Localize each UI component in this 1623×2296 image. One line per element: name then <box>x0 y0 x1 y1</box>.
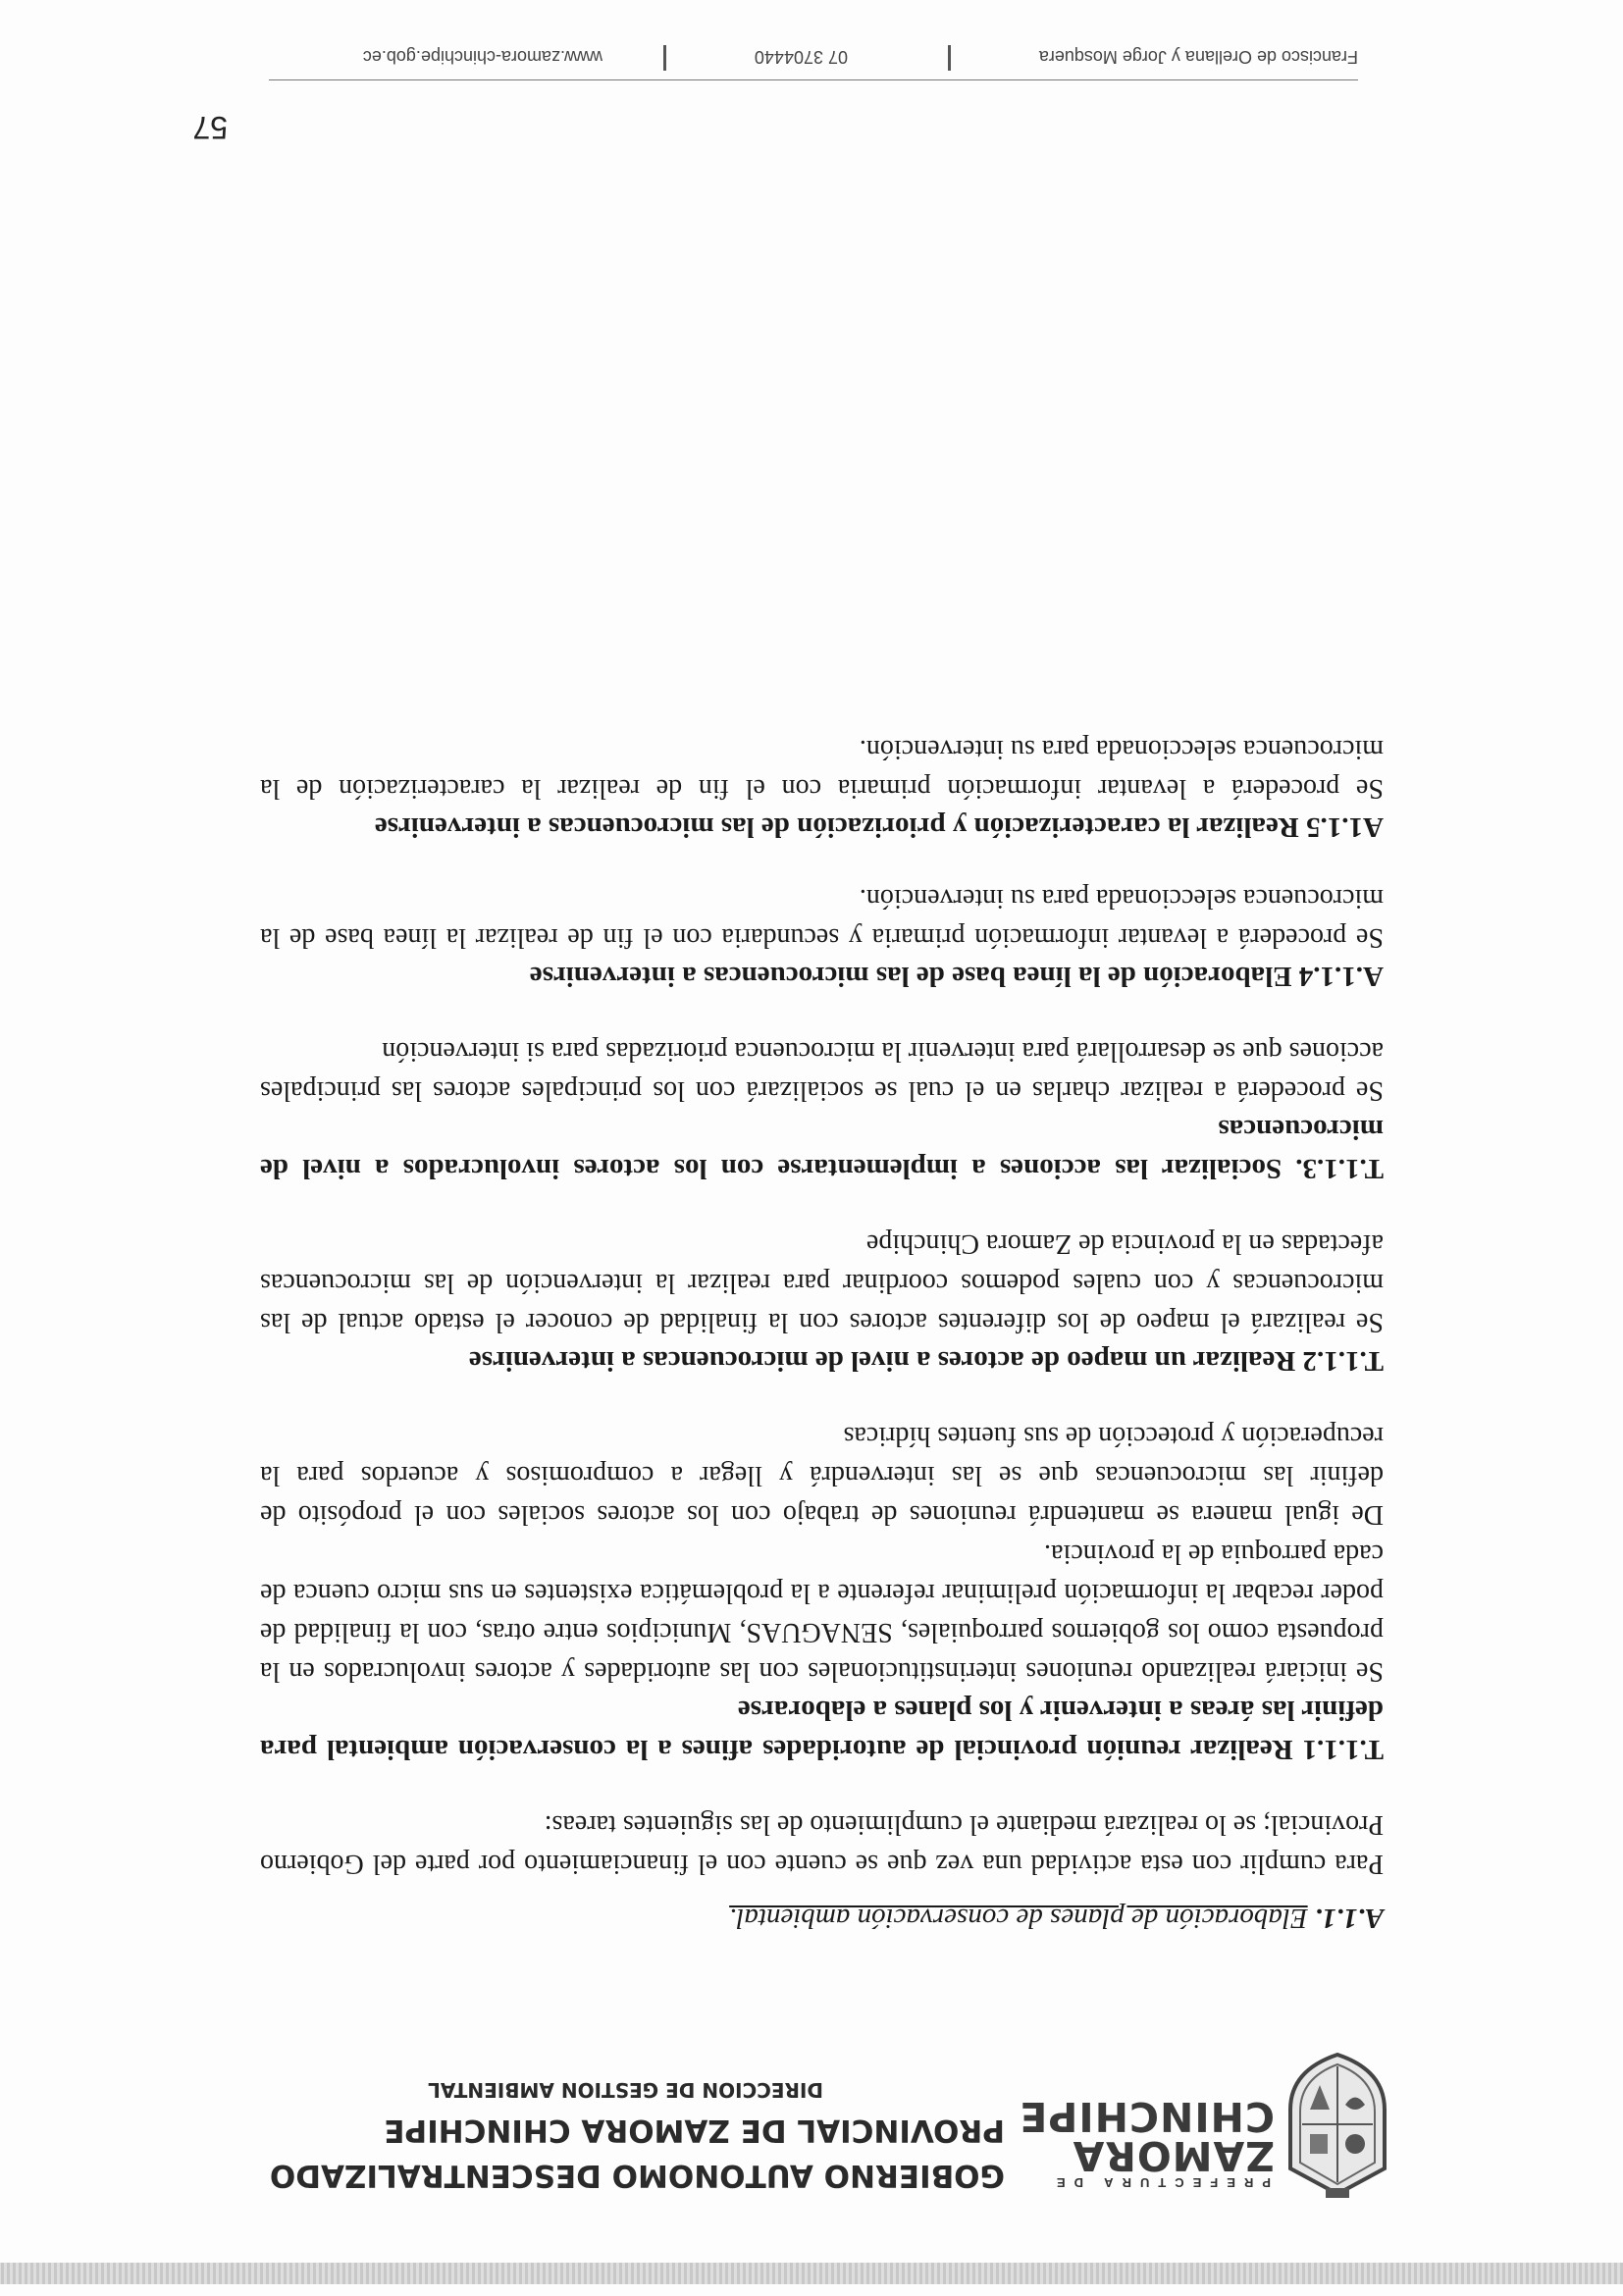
footer-rule <box>269 79 1358 80</box>
task-paragraph: Se procederá a levantar información primaria y secundaria con el fin de realizar la línea base de la microcuenca seleccionada para su intervención. <box>260 883 1384 953</box>
gov-title-line2: PROVINCIAL DE ZAMORA CHINCHIPE <box>384 2113 1005 2148</box>
prefectura-wordmark <box>1019 2093 1275 2190</box>
footer-website: www.zamora-chinchipe.gob.ec <box>362 47 602 67</box>
section-heading <box>260 1899 1384 1938</box>
task-paragraph: De igual manera se mantendrá reuniones de trabajo con los actores sociales con el propósito de definir las microcuencas que se las intervendrá y llegar a compromisos y acuerdos para la recuperación y protección de sus fuentes hídricas <box>260 1421 1384 1530</box>
section-intro: Para cumplir con esta actividad una vez que se cuente con el financiamiento por parte del Gobierno Provincial; se lo realizará mediante el cumplimiento de las siguientes tareas: <box>260 1809 1384 1879</box>
task-heading: A1.1.5 Realizar la caracterización y priorización de las microcuencas a intervenirse <box>374 811 1384 843</box>
task-heading: T.1.1.1 Realizar reunión provincial de autoridades afines a la conservación ambiental para definir las áreas a intervenir y los planes a elaborarse <box>260 1695 1384 1765</box>
top-scan-bar <box>0 2263 1623 2284</box>
government-header <box>220 2072 1005 2198</box>
gov-title-line1: GOBIERNO AUTONOMO DESCENTRALIZADO <box>269 2158 1005 2193</box>
department-name: DIRECCION DE GESTION AMBIENTAL <box>428 2078 823 2102</box>
provincial-crest-logo <box>1283 2051 1392 2198</box>
section-code: A.1.1. <box>1314 1903 1384 1934</box>
footer-separator <box>948 45 951 71</box>
footer-phone: 07 3704440 <box>754 47 848 67</box>
footer-address: Francisco de Orellana y Jorge Mosquera <box>1038 47 1358 67</box>
page-footer <box>279 41 1358 67</box>
task-paragraph: Se procederá a realizar charlas en el cual se socializará con los principales actores las principales acciones que se desarrollará para intervenir la microcuenca priorizadas para si intervención <box>260 1036 1384 1106</box>
footer-separator <box>663 45 666 71</box>
task-heading: T.1.1.3. Socializar las acciones a implementarse con los actores involucrados a nivel de microcuencas <box>260 1114 1384 1184</box>
section-title: Elaboración de planes de conservación ambiental. <box>729 1903 1308 1934</box>
task-heading: A.1.1.4 Elaboración de la línea base de las microcuencas a intervenirse <box>529 961 1384 992</box>
prefectura-small-label: PREFECTURA DE <box>1047 2175 1271 2190</box>
prefectura-name-line1: ZAMORA <box>1072 2132 1275 2179</box>
task-paragraph: Se realizará el mapeo de los diferentes actores con la finalidad de conocer el estado actual de las microcuencas y con cuales podemos coordinar para realizar la intervención de las microcuencas afectadas en la provincia de Zamora Chinchipe <box>260 1228 1384 1337</box>
prefectura-name-line2: CHINCHIPE <box>1019 2093 1275 2140</box>
task-heading: T.1.1.2 Realizar un mapeo de actores a nivel de microcuencas a intervenirse <box>468 1345 1384 1377</box>
task-paragraph: Se procederá a levantar información primaria con el fin de realizar la caracterización de la microcuenca seleccionada para su intervención. <box>260 734 1384 804</box>
task-paragraph: Se iniciará realizando reuniones interinstitucionales con las autoridades y actores involucrados en la propuesta como los gobiernos parroquiales, SENAGUAS, Municipios entre otras, con la finalidad de poder recabar la información preliminar referente a la problemática existentes en sus micro cuenca de cada parroquia de la provincia. <box>260 1539 1384 1687</box>
page-number: 57 <box>192 110 228 145</box>
document-body <box>260 729 1384 1938</box>
